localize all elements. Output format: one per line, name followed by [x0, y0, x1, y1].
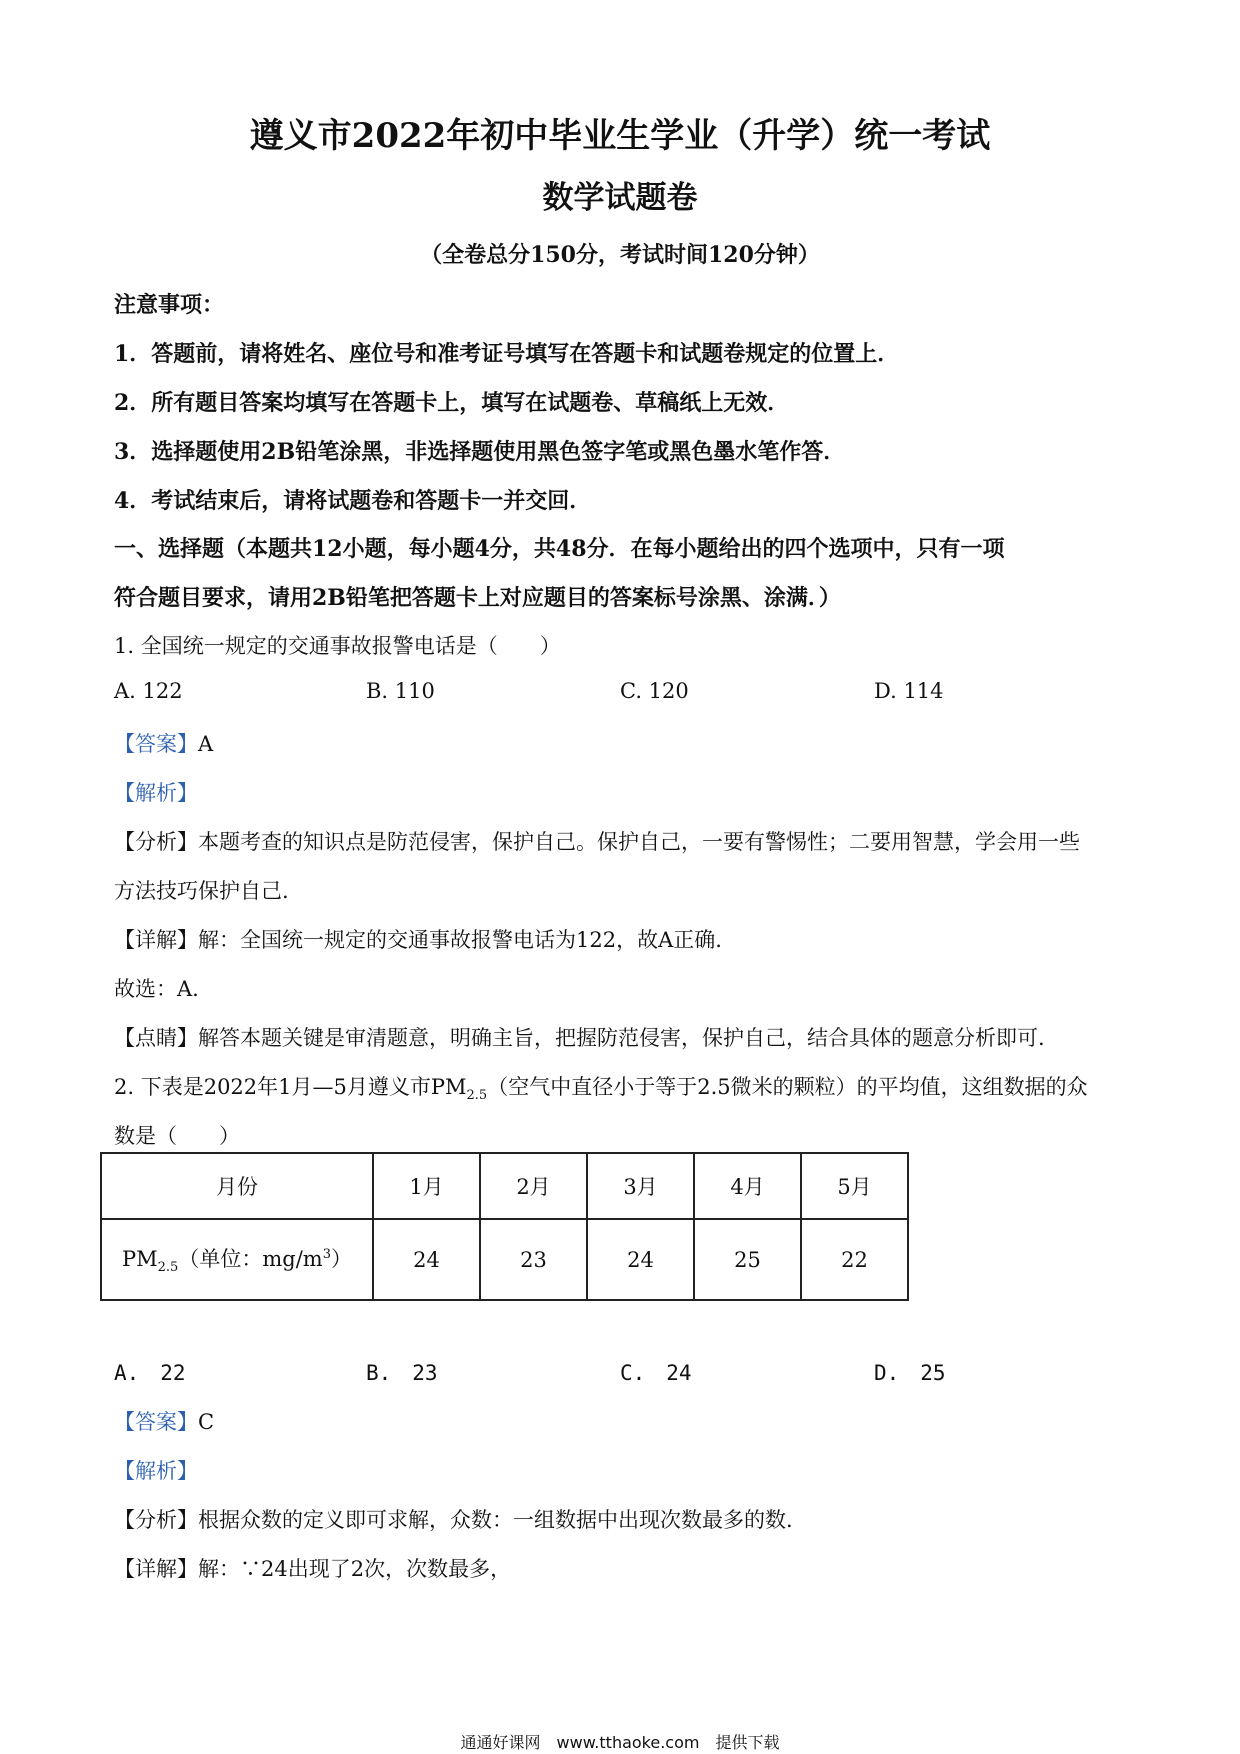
q2-fenxi-text: 根据众数的定义即可求解，众数：一组数据中出现次数最多的数. [198, 1508, 793, 1532]
q2-detail-text: 解：∵24出现了2次，次数最多， [198, 1557, 512, 1581]
section-heading-line1: 一、选择题（本题共12小题，每小题4分，共48分．在每小题给出的四个选项中，只有一项 [114, 536, 1005, 562]
q1-fenxi-text: 本题考查的知识点是防范侵害，保护自己。保护自己，一要有警惕性；二要用智慧，学会用一些 [198, 830, 1080, 854]
q2-answer-tag: 【答案】 [114, 1410, 198, 1434]
q2-fenxi-tag: 【分析】 [114, 1508, 198, 1532]
q1-answer-value: A [198, 732, 214, 756]
q1-detail-text: 解：全国统一规定的交通事故报警电话为122，故A正确. [198, 928, 722, 952]
q1-option-d: D. 114 [874, 679, 944, 703]
q2-option-a: A. 22 [114, 1361, 186, 1385]
table-header-cell: 月份 [101, 1153, 373, 1219]
exam-meta: （全卷总分150分，考试时间120分钟） [420, 242, 820, 268]
q1-comment [114, 1022, 1045, 1052]
q1-option-c: C. 120 [620, 679, 689, 703]
table-month-cell: 1月 [373, 1153, 480, 1219]
table-row [101, 1219, 908, 1300]
q1-fenxi-tag: 【分析】 [114, 830, 198, 854]
pm-sub: 2.5 [157, 1260, 179, 1276]
section-heading-line2: 符合题目要求，请用2B铅笔把答题卡上对应题目的答案标号涂黑、涂满．） [114, 585, 841, 611]
table-value-cell: 23 [480, 1219, 587, 1300]
table-month-cell: 4月 [694, 1153, 801, 1219]
q1-detail-tag: 【详解】 [114, 928, 198, 952]
q2-fenxi [114, 1504, 793, 1534]
table-value-cell: 24 [373, 1219, 480, 1300]
exam-subtitle: 数学试题卷 [542, 180, 698, 216]
page-footer: 通通好课网 www.tthaoke.com 提供下载 [460, 1733, 780, 1752]
notice-heading: 注意事项： [114, 292, 225, 318]
pm-label: PM [122, 1247, 158, 1272]
pm-unit-sup: 3 [322, 1247, 331, 1263]
q1-comment-text: 解答本题关键是审清题意，明确主旨，把握防范侵害，保护自己，结合具体的题意分析即可. [198, 1026, 1045, 1050]
table-value-cell: 22 [801, 1219, 908, 1300]
table-header-cell [101, 1219, 373, 1300]
q1-analysis-tag: 【解析】 [114, 781, 198, 805]
q2-stem-line1 [114, 1071, 1088, 1103]
notice-item-1: 1．答题前，请将姓名、座位号和准考证号填写在答题卡和试题卷规定的位置上． [114, 341, 900, 367]
q1-option-b: B. 110 [366, 679, 435, 703]
pm-unit: （单位：mg/m [178, 1247, 323, 1272]
notice-item-2: 2．所有题目答案均填写在答题卡上，填写在试题卷、草稿纸上无效． [114, 390, 790, 416]
q2-detail [114, 1553, 511, 1583]
q2-option-c: C. 24 [620, 1361, 692, 1385]
pm25-table [100, 1152, 909, 1301]
table-month-cell: 5月 [801, 1153, 908, 1219]
q1-answer [114, 728, 213, 758]
q2-answer [114, 1406, 214, 1436]
q2-stem-sub: 2.5 [466, 1088, 488, 1104]
exam-title: 遵义市2022年初中毕业生学业（升学）统一考试 [249, 116, 991, 156]
table-month-cell: 2月 [480, 1153, 587, 1219]
notice-item-3: 3．选择题使用2B铅笔涂黑，非选择题使用黑色签字笔或黑色墨水笔作答． [114, 439, 846, 465]
q2-stem-line2: 数是（ ） [114, 1124, 240, 1148]
pm-unit-close: ） [330, 1247, 352, 1272]
q2-option-b: B. 23 [366, 1361, 438, 1385]
q2-answer-value: C [198, 1410, 215, 1434]
table-row [101, 1153, 908, 1219]
table-value-cell: 25 [694, 1219, 801, 1300]
q1-stem: 1. 全国统一规定的交通事故报警电话是（ ） [114, 634, 561, 658]
q1-fenxi-line2: 方法技巧保护自己. [114, 879, 289, 903]
q2-analysis-tag: 【解析】 [114, 1459, 198, 1483]
table-month-cell: 3月 [587, 1153, 694, 1219]
q1-detail [114, 924, 722, 954]
notice-item-4: 4．考试结束后，请将试题卷和答题卡一并交回． [114, 488, 592, 514]
q1-choice: 故选：A. [114, 977, 199, 1001]
q2-stem-text-b: （空气中直径小于等于2.5微米的颗粒）的平均值，这组数据的众 [487, 1075, 1088, 1099]
q2-stem-text-a: 2. 下表是2022年1月—5月遵义市PM [114, 1075, 467, 1099]
table-value-cell: 24 [587, 1219, 694, 1300]
q1-comment-tag: 【点睛】 [114, 1026, 198, 1050]
q2-detail-tag: 【详解】 [114, 1557, 198, 1581]
q2-option-d: D. 25 [874, 1361, 946, 1385]
q1-fenxi [114, 826, 1080, 856]
q1-answer-tag: 【答案】 [114, 732, 198, 756]
q1-option-a: A. 122 [114, 679, 183, 703]
